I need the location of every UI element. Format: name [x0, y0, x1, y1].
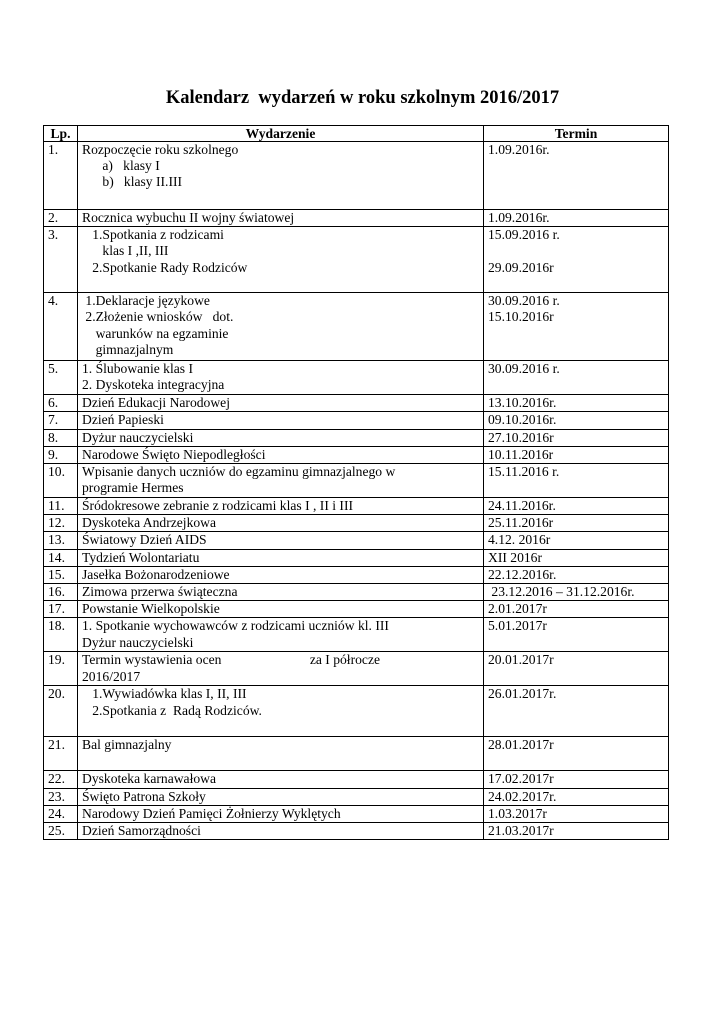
- date-cell: [484, 498, 669, 515]
- header-lp: Lp.: [44, 126, 78, 142]
- date-cell-line: 23.12.2016 – 31.12.2016r.: [488, 584, 635, 600]
- row-number: 16.: [44, 584, 78, 601]
- event-cell-line: Dzień Edukacji Narodowej: [82, 395, 230, 411]
- date-cell: [484, 805, 669, 822]
- table-row: [44, 601, 669, 618]
- event-cell: [78, 210, 484, 227]
- row-number: 18.: [44, 618, 78, 652]
- row-number: 6.: [44, 395, 78, 412]
- event-cell-line: Dyżur nauczycielski: [82, 634, 194, 650]
- table-row: [44, 446, 669, 463]
- date-cell-line: 22.12.2016r.: [488, 566, 557, 582]
- date-cell-line: [488, 243, 668, 259]
- event-cell: [78, 532, 484, 549]
- event-cell-line: Dyskoteka karnawałowa: [82, 771, 216, 787]
- table-row: [44, 532, 669, 549]
- event-cell: [78, 464, 484, 498]
- date-cell-line: XII 2016r: [488, 549, 542, 565]
- date-cell: [484, 566, 669, 583]
- row-number: 4.: [44, 293, 78, 361]
- row-number: 10.: [44, 464, 78, 498]
- date-cell: [484, 618, 669, 652]
- event-cell-line: 1.Wywiadówka klas I, II, III: [82, 686, 247, 702]
- event-cell-line: klas I ,II, III: [82, 243, 169, 259]
- table-row: [44, 498, 669, 515]
- date-cell-line: 15.11.2016 r.: [488, 464, 560, 480]
- header-event: Wydarzenie: [78, 126, 484, 142]
- event-cell: [78, 737, 484, 771]
- event-cell-line: 2. Dyskoteka integracyjna: [82, 377, 225, 393]
- row-number: 22.: [44, 771, 78, 788]
- event-cell: [78, 515, 484, 532]
- table-row: [44, 429, 669, 446]
- date-cell: [484, 549, 669, 566]
- row-number: 15.: [44, 566, 78, 583]
- table-header-row: [44, 126, 669, 142]
- date-cell: [484, 412, 669, 429]
- table-row: [44, 549, 669, 566]
- table-row: [44, 652, 669, 686]
- event-cell-line: 2016/2017: [82, 668, 141, 684]
- row-number: 13.: [44, 532, 78, 549]
- date-cell: [484, 464, 669, 498]
- event-cell-line: Światowy Dzień AIDS: [82, 532, 207, 548]
- event-cell-line: a) klasy I: [82, 158, 160, 174]
- event-cell-line: b) klasy II.III: [82, 174, 183, 190]
- date-cell-line: 4.12. 2016r: [488, 532, 551, 548]
- row-number: 3.: [44, 227, 78, 293]
- event-cell: [78, 771, 484, 788]
- header-date: Termin: [484, 126, 669, 142]
- event-cell: [78, 293, 484, 361]
- row-number: 25.: [44, 823, 78, 840]
- event-cell-line: 2.Spotkanie Rady Rodziców: [82, 259, 248, 275]
- table-row: [44, 771, 669, 788]
- date-cell: [484, 652, 669, 686]
- row-number: 8.: [44, 429, 78, 446]
- event-cell: [78, 549, 484, 566]
- date-cell-line: 25.11.2016r: [488, 515, 554, 531]
- event-cell: [78, 584, 484, 601]
- date-cell-line: 1.09.2016r.: [488, 210, 550, 225]
- date-cell-line: 30.09.2016 r.: [488, 361, 560, 377]
- event-cell-line: gimnazjalnym: [82, 341, 174, 357]
- row-number: 5.: [44, 361, 78, 395]
- date-cell: [484, 532, 669, 549]
- event-cell: [78, 412, 484, 429]
- date-cell: [484, 446, 669, 463]
- date-cell-line: 1.09.2016r.: [488, 142, 550, 157]
- event-cell-line: 2.Spotkania z Radą Rodziców.: [82, 702, 262, 718]
- date-cell-line: 13.10.2016r.: [488, 395, 557, 411]
- row-number: 23.: [44, 788, 78, 805]
- table-row: [44, 618, 669, 652]
- event-cell-line: Jasełka Bożonarodzeniowe: [82, 566, 230, 582]
- date-cell-line: 20.01.2017r: [488, 652, 554, 668]
- date-cell: [484, 823, 669, 840]
- date-cell: [484, 429, 669, 446]
- table-row: [44, 142, 669, 210]
- date-cell-line: 17.02.2017r: [488, 771, 554, 787]
- date-cell-line: 10.11.2016r: [488, 446, 554, 462]
- date-cell: [484, 395, 669, 412]
- table-row: [44, 227, 669, 293]
- event-cell: [78, 566, 484, 583]
- table-row: [44, 395, 669, 412]
- event-cell-line: 1.Spotkania z rodzicami: [82, 227, 224, 243]
- date-cell: [484, 771, 669, 788]
- date-cell: [484, 584, 669, 601]
- table-row: [44, 361, 669, 395]
- event-cell-line: Rozpoczęcie roku szkolnego: [82, 142, 239, 157]
- row-number: 11.: [44, 498, 78, 515]
- row-number: 17.: [44, 601, 78, 618]
- row-number: 9.: [44, 446, 78, 463]
- event-cell-line: Dyskoteka Andrzejkowa: [82, 515, 217, 531]
- row-number: 2.: [44, 210, 78, 227]
- event-cell: [78, 652, 484, 686]
- table-row: [44, 788, 669, 805]
- row-number: 21.: [44, 737, 78, 771]
- row-number: 7.: [44, 412, 78, 429]
- row-number: 12.: [44, 515, 78, 532]
- table-row: [44, 210, 669, 227]
- date-cell: [484, 227, 669, 293]
- event-cell: [78, 498, 484, 515]
- table-row: [44, 737, 669, 771]
- table-row: [44, 566, 669, 583]
- event-cell-line: Dyżur nauczycielski: [82, 429, 194, 445]
- table-row: [44, 464, 669, 498]
- event-cell: [78, 446, 484, 463]
- event-cell: [78, 823, 484, 840]
- date-cell-line: 2.01.2017r: [488, 601, 547, 617]
- date-cell-line: 28.01.2017r: [488, 737, 554, 753]
- date-cell: [484, 686, 669, 737]
- date-cell-line: 26.01.2017r.: [488, 686, 557, 702]
- date-cell-line: 1.03.2017r: [488, 805, 547, 821]
- events-table: [43, 125, 669, 840]
- date-cell: [484, 361, 669, 395]
- date-cell: [484, 142, 669, 210]
- event-cell: [78, 227, 484, 293]
- table-row: [44, 686, 669, 737]
- event-cell-line: Rocznica wybuchu II wojny światowej: [82, 210, 295, 225]
- event-cell-line: Dzień Papieski: [82, 412, 164, 428]
- date-cell-line: 24.02.2017r.: [488, 788, 557, 804]
- event-cell-line: Narodowy Dzień Pamięci Żołnierzy Wyklętych: [82, 805, 341, 821]
- table-row: [44, 293, 669, 361]
- date-cell-line: 27.10.2016r: [488, 429, 554, 445]
- table-row: [44, 805, 669, 822]
- event-cell-line: Tydzień Wolontariatu: [82, 549, 200, 565]
- event-cell: [78, 805, 484, 822]
- event-cell: [78, 142, 484, 210]
- date-cell: [484, 293, 669, 361]
- date-cell: [484, 788, 669, 805]
- event-cell-line: Narodowe Święto Niepodległości: [82, 446, 266, 462]
- event-cell: [78, 395, 484, 412]
- row-number: 24.: [44, 805, 78, 822]
- event-cell-line: 2.Złożenie wniosków dot.: [82, 309, 234, 325]
- table-row: [44, 515, 669, 532]
- date-cell-line: 30.09.2016 r.: [488, 293, 560, 309]
- date-cell-line: 09.10.2016r.: [488, 412, 557, 428]
- table-row: [44, 412, 669, 429]
- table-row: [44, 584, 669, 601]
- event-cell-line: warunków na egzaminie: [82, 325, 229, 341]
- event-cell-line: Wpisanie danych uczniów do egzaminu gimnazjalnego w: [82, 464, 396, 480]
- event-cell-line: Śródokresowe zebranie z rodzicami klas I , II i III: [82, 498, 354, 514]
- event-cell-line: Bal gimnazjalny: [82, 737, 172, 753]
- event-cell-line: Święto Patrona Szkoły: [82, 788, 206, 804]
- row-number: 1.: [44, 142, 78, 210]
- date-cell-line: 5.01.2017r: [488, 618, 547, 634]
- event-cell-line: 1. Spotkanie wychowawców z rodzicami uczniów kl. III: [82, 618, 389, 634]
- row-number: 14.: [44, 549, 78, 566]
- event-cell-line: Dzień Samorządności: [82, 823, 201, 839]
- date-cell-line: 29.09.2016r: [488, 259, 554, 275]
- event-cell: [78, 788, 484, 805]
- date-cell: [484, 737, 669, 771]
- event-cell-line: Termin wystawienia ocen za I półrocze: [82, 652, 381, 668]
- event-cell-line: Zimowa przerwa świąteczna: [82, 584, 238, 600]
- date-cell-line: 15.10.2016r: [488, 309, 554, 325]
- event-cell-line: 1. Ślubowanie klas I: [82, 361, 194, 377]
- event-cell-line: 1.Deklaracje językowe: [82, 293, 210, 309]
- date-cell: [484, 601, 669, 618]
- event-cell-line: programie Hermes: [82, 480, 184, 496]
- date-cell-line: 15.09.2016 r.: [488, 227, 560, 243]
- page-title: Kalendarz wydarzeń w roku szkolnym 2016/2017: [165, 88, 560, 108]
- event-cell: [78, 429, 484, 446]
- date-cell-line: 21.03.2017r: [488, 823, 554, 839]
- row-number: 19.: [44, 652, 78, 686]
- event-cell: [78, 361, 484, 395]
- event-cell: [78, 686, 484, 737]
- event-cell-line: Powstanie Wielkopolskie: [82, 601, 220, 617]
- event-cell: [78, 601, 484, 618]
- row-number: 20.: [44, 686, 78, 737]
- date-cell: [484, 515, 669, 532]
- event-cell: [78, 618, 484, 652]
- date-cell: [484, 210, 669, 227]
- table-row: [44, 823, 669, 840]
- date-cell-line: 24.11.2016r.: [488, 498, 556, 514]
